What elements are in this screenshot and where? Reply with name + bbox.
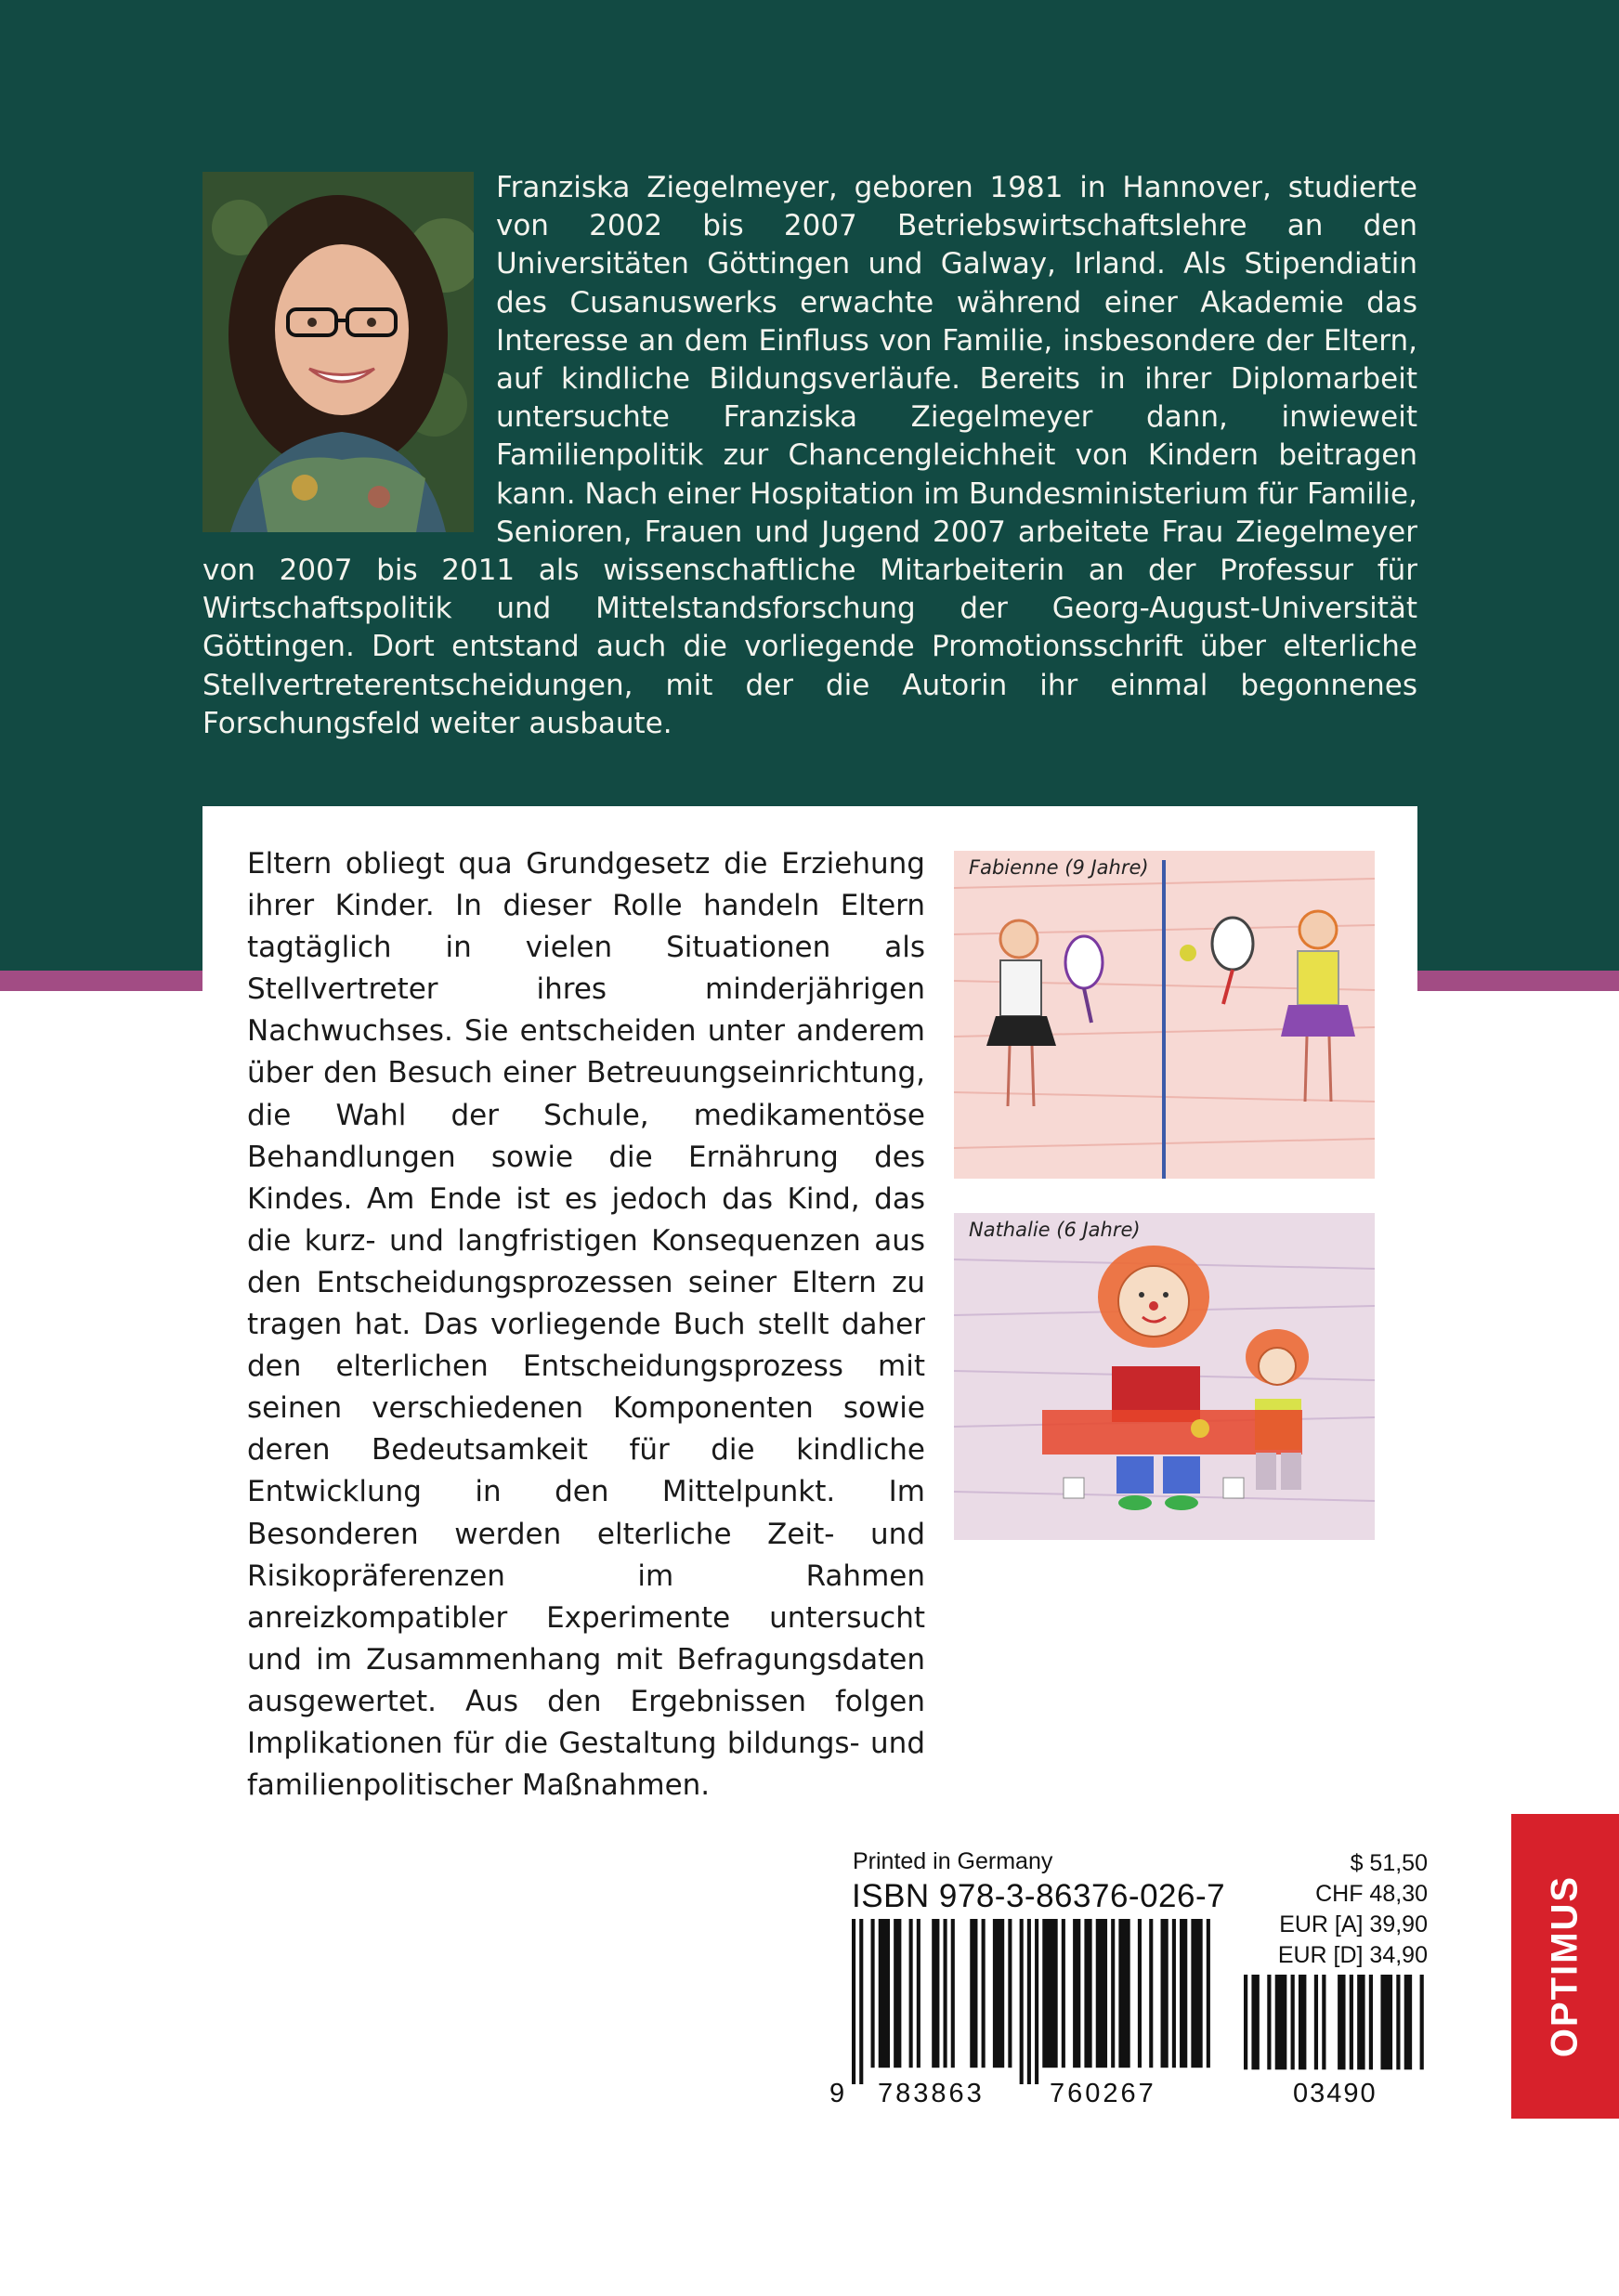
barcode-bar: [1207, 1919, 1210, 2068]
barcode-bar: [993, 1919, 1004, 2068]
barcode-bar: [1118, 1919, 1129, 2068]
barcode-bar: [1161, 1919, 1169, 2068]
book-abstract: Eltern obliegt qua Grundgesetz die Erziehung ihrer Kinder. In dieser Rolle handeln Eltern tagtäglich in vielen Situationen als Stellvertreter ihres minderjährigen Nachwuchses. Sie entscheiden unter anderem über den Besuch einer Betreuungseinrichtung, die Wahl der Schule, medikamentöse Behandlungen sowie die Ernährung des Kindes. Am Ende ist es jedoch das Kind, das die kurz- und langfristigen Konsequenzen aus den Entscheidungsprozessen seiner Eltern zu tragen hat. Das vorliegende Buch stellt daher den elterlichen Entscheidungsprozess mit seinen verschiedenen Komponenten sowie deren Bedeutsamkeit für die kindliche Entwicklung in den Mittelpunkt. Im Besonderen werden elterliche Zeit- und Risikopräferenzen im Rahmen anreizkompatibler Experimente untersucht und im Zusammenhang mit Befragungsdaten ausgewertet. Aus den Ergebnissen folgen Implikationen für die Gestaltung bildungs- und familienpolitischer Maßnahmen.: [247, 847, 925, 1803]
child-drawing-tennis: [954, 851, 1375, 1179]
barcode-bar: [1191, 1919, 1202, 2068]
price-addon-barcode: [1244, 1975, 1428, 2084]
barcode-bar: [1267, 1975, 1271, 2069]
barcode-bar: [1062, 1919, 1065, 2068]
barcode-bar: [970, 1919, 977, 2068]
drawing-table-tennis-image: [954, 1213, 1375, 1540]
barcode-bar: [1138, 1919, 1142, 2068]
barcode-bar: [932, 1919, 939, 2068]
drawing-tennis-image: [954, 851, 1375, 1179]
barcode-bar: [1073, 1919, 1080, 2068]
barcode-bar: [1180, 1919, 1187, 2068]
barcode-bar: [909, 1919, 913, 2068]
author-bio-text: Franziska Ziegelmeyer, geboren 1981 in Hannover, studierte von 2002 bis 2007 Betriebswirtschaftslehre an den Universitäten Göttingen und Galway, Irland. Als Stipendiatin des Cusanuswerks erwachte während einer Akademie das Interesse an dem Einfluss von Familie, insbesondere der Eltern, auf kindliche Bildungsverläufe. Bereits in ihrer Diplomarbeit untersuchte Franziska Ziegelmeyer dann, inwieweit Familienpolitik zur Chancengleichheit von Kindern beitragen kann. Nach einer Hospitation im Bundesministerium für Familie, Senioren, Frauen und Jugend 2007 arbeitete Frau Ziegelmeyer von 2007 bis 2011 als wissenschaftliche Mitarbeiterin an der Professur für Wirtschaftspolitik und Mittelstandsforschung der Georg-August-Universität Göttingen. Dort entstand auch die vorliegende Promotionsschrift über elterliche Stellvertreterentscheidungen, mit der die Autorin ihr einmal begonnenes Forschungsfeld weiter ausbaute.: [202, 171, 1417, 740]
publisher-logo-text: OPTIMUS: [1544, 1874, 1586, 2058]
barcode-bar: [1020, 1919, 1024, 2084]
barcode-bar: [1275, 1975, 1287, 2069]
barcode-digit-lead: 9: [829, 2079, 845, 2108]
barcode-bar: [1096, 1919, 1107, 2068]
barcode-bar: [1357, 1975, 1364, 2069]
printed-in-label: Printed in Germany: [853, 1848, 1053, 1874]
barcode-bar: [879, 1919, 890, 2068]
barcode-bar: [1111, 1919, 1115, 2068]
price-chf: CHF 48,30: [1315, 1881, 1428, 1907]
barcode-bar: [859, 1919, 863, 2084]
barcode-bar: [1380, 1975, 1392, 2069]
barcode-bar: [951, 1919, 955, 2068]
barcode-bar: [1244, 1975, 1247, 2069]
barcode-bar: [1404, 1975, 1412, 2069]
price-eur-a: EUR [A] 39,90: [1279, 1911, 1428, 1937]
publisher-tab: [1511, 1814, 1619, 2119]
barcode-bar: [1350, 1975, 1353, 2069]
barcode-bar: [1299, 1975, 1306, 2069]
price-usd: $ 51,50: [1350, 1850, 1428, 1876]
barcode-digits-left: 783863: [878, 2079, 985, 2108]
barcode-bar: [894, 1919, 901, 2068]
barcode-bar: [944, 1919, 947, 2068]
barcode-bar: [1396, 1975, 1400, 2069]
barcode-bar: [1322, 1975, 1325, 2069]
ean-barcode: [852, 1919, 1214, 2084]
barcode-bar: [1420, 1975, 1424, 2069]
barcode-bar: [1008, 1919, 1012, 2068]
barcode-bar: [1172, 1919, 1176, 2068]
barcode-bar: [1027, 1919, 1031, 2084]
child-drawing-table-tennis: [954, 1213, 1375, 1540]
barcode-bar: [1251, 1975, 1259, 2069]
barcode-bar: [1035, 1919, 1038, 2084]
isbn-label: ISBN 978-3-86376-026-7: [852, 1878, 1226, 1914]
barcode-bar: [1369, 1975, 1373, 2069]
author-bio: [202, 169, 1417, 743]
drawing-caption: Nathalie (6 Jahre): [969, 1219, 1141, 1241]
barcode-bar: [1338, 1975, 1345, 2069]
barcode-digits-right: 760267: [1050, 2079, 1156, 2108]
barcode-bar: [871, 1919, 875, 2068]
price-eur-d: EUR [D] 34,90: [1277, 1942, 1428, 1968]
barcode-bar: [1291, 1975, 1295, 2069]
barcode-bar: [1084, 1919, 1091, 2068]
barcode-bar: [1042, 1919, 1057, 2068]
barcode-bar: [1149, 1919, 1153, 2068]
barcode-bar: [1314, 1975, 1318, 2069]
barcode-bar: [982, 1919, 986, 2068]
drawing-caption: Fabienne (9 Jahre): [969, 856, 1149, 879]
addon-digits: 03490: [1293, 2079, 1377, 2108]
price-list: [1278, 1848, 1428, 1971]
barcode-bar: [852, 1919, 855, 2084]
barcode-bar: [917, 1919, 920, 2068]
